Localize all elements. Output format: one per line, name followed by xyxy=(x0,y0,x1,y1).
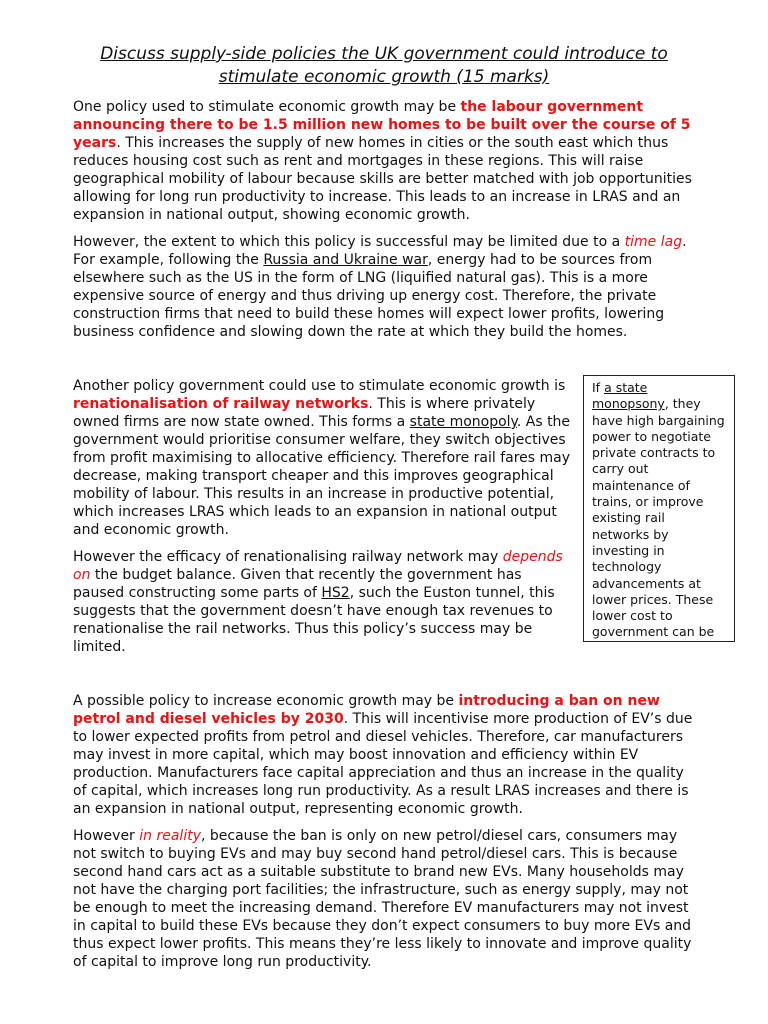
paragraph-ev-policy xyxy=(73,692,698,818)
text-span: . This increases the supply of new homes in cities or the south east which thus reduces housing cost such as rent and mortgages in these regions. This will raise geographical mobility of labour because skills are better matched with job opportunities allowing for long run productivity to increase. This leads to an increase in LRAS and an expansion in national output, showing economic growth. xyxy=(73,135,692,223)
text-span: However, the extent to which this policy is successful may be limited due to a xyxy=(73,234,625,250)
highlight-policy: the labour government announcing there to be 1.5 million new homes to be built over the course of 5 years xyxy=(73,99,691,151)
text-span: , they have high bargaining power to negotiate private contracts to carry out maintenance of trains, or improve existing rail networks by investing in technology advancements at lower prices. These lower cost to government can be xyxy=(592,396,725,640)
underlined-term: state monopoly xyxy=(409,414,517,430)
text-span: the budget balance. Given that recently the government has paused constructing some parts of xyxy=(73,567,522,601)
paragraph-rail-policy xyxy=(73,377,573,539)
text-span: One policy used to stimulate economic growth may be xyxy=(73,99,461,115)
title-line-2: stimulate economic growth (15 marks) xyxy=(218,67,550,87)
essay-title xyxy=(60,43,708,89)
text-span: . This will incentivise more production of EV’s due to lower expected profits from petrol and diesel vehicles. Therefore, car manufacturers may invest in more capital, which may boost innovation and efficiency within EV production. Manufacturers face capital appreciation and thus an increase in the quality of capital, which increases long run productivity. As a result LRAS increases and there is an expansion in national output, representing economic growth. xyxy=(73,711,693,817)
highlight-evaluation: in reality xyxy=(139,828,201,844)
highlight-evaluation: time lag xyxy=(624,234,683,250)
underlined-term: HS2 xyxy=(321,585,350,601)
paragraph-housing-evaluation xyxy=(73,233,698,341)
text-span: . For example, following the xyxy=(73,234,687,268)
paragraph-housing-policy xyxy=(73,98,698,224)
highlight-policy: renationalisation of railway networks xyxy=(73,396,369,412)
text-span: , because the ban is only on new petrol/diesel cars, consumers may not switch to buying EVs and may buy second hand petrol/diesel cars. This is because second hand cars act as a suitable substitute to brand new EVs. Many households may not have the charging port facilities; the infrastructure, such as energy supply, may not be enough to meet the increasing demand. Therefore EV manufacturers may not invest in capital to build these EVs because they don’t expect consumers to buy more EVs and thus expect lower profits. This means they’re less likely to innovate and improve quality of capital to improve long run productivity. xyxy=(73,828,692,970)
title-line-1: Discuss supply-side policies the UK government could introduce to xyxy=(100,44,668,64)
text-span: , energy had to be sources from elsewhere such as the US in the form of LNG (liquified natural gas). This is a more expensive source of energy and thus driving up energy cost. Therefore, the private construction firms that need to build these homes will expect lower profits, lowering business confidence and slowing down the rate at which they build the homes. xyxy=(73,252,665,340)
text-span: A possible policy to increase economic growth may be xyxy=(73,693,459,709)
text-span: . This is where privately owned firms are now state owned. This forms a xyxy=(73,396,536,430)
paragraph-ev-evaluation xyxy=(73,827,698,971)
underlined-term: a state monopsony xyxy=(592,380,665,412)
text-span: Another policy government could use to stimulate economic growth is xyxy=(73,378,566,394)
text-span: , such the Euston tunnel, this suggests that the government doesn’t have enough tax revenues to renationalise the rail networks. Thus this policy’s success may be limited. xyxy=(73,585,555,655)
text-span: If xyxy=(592,380,605,395)
margin-comment-box xyxy=(583,375,735,642)
highlight-evaluation: depends on xyxy=(73,549,563,583)
paragraph-rail-evaluation xyxy=(73,548,573,656)
text-span: However the efficacy of renationalising railway network may xyxy=(73,549,503,565)
text-span: However xyxy=(73,828,140,844)
text-span: . As the government would prioritise consumer welfare, they switch objectives from profit maximising to allocative efficiency. Therefore rail fares may decrease, making transport cheaper and this improves geographical mobility of labour. This results in an increase in productive potential, which increases LRAS which leads to an expansion in national output and economic growth. xyxy=(73,414,571,538)
underlined-term: Russia and Ukraine war xyxy=(263,252,428,268)
highlight-policy: introducing a ban on new petrol and diesel vehicles by 2030 xyxy=(73,693,660,727)
